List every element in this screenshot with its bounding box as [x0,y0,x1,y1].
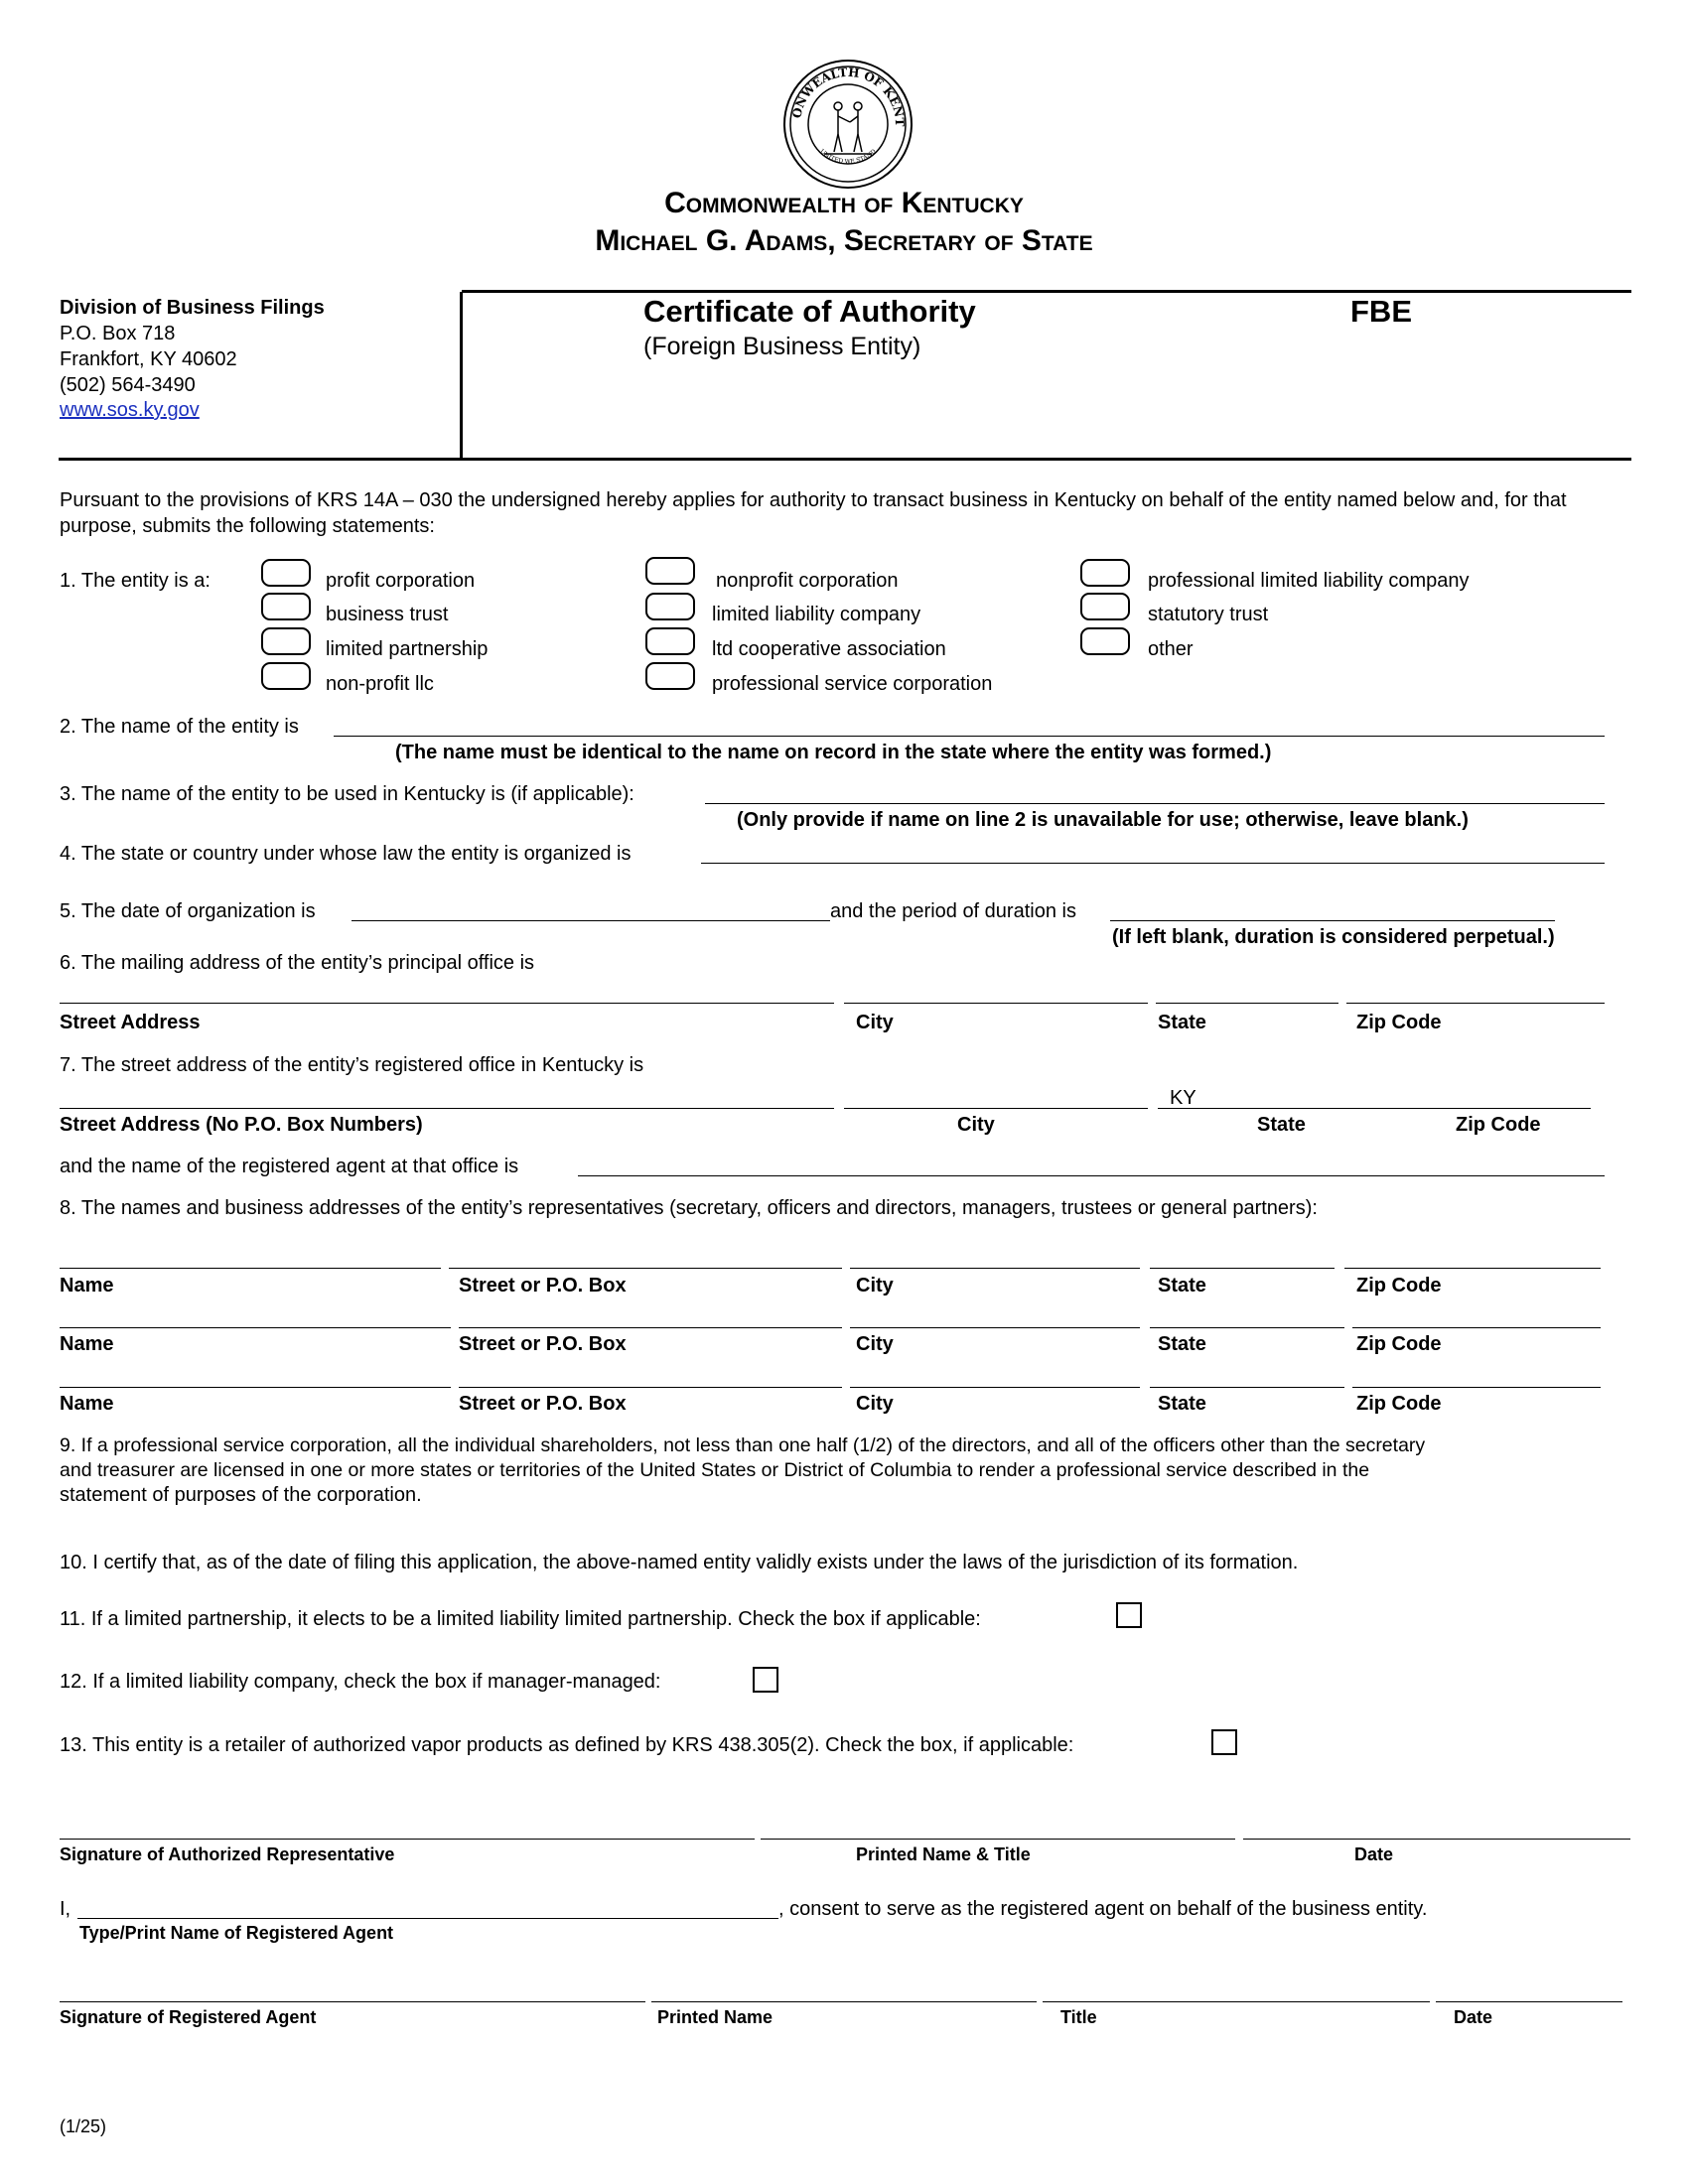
item13-text: 13. This entity is a retailer of authorized vapor products as defined by KRS 438.305(2). Check the box, if applicable: [60,1734,1074,1756]
authorized-signature-field[interactable] [60,1839,755,1840]
header-rule-top [462,290,1631,293]
state-seal [780,57,915,192]
seal-top-text: ONWEALTH OF KENT [789,65,908,127]
rep1-state-label: State [1158,1275,1206,1297]
checkbox-non-profit-llc[interactable] [261,662,311,690]
svg-text:UNITED WE STAND [818,148,877,166]
registered-zip-label: Zip Code [1456,1114,1541,1136]
agent-date-label: Date [1454,2007,1493,2027]
principal-city-field[interactable] [844,1003,1148,1004]
item3-note: (Only provide if name on line 2 is unavailable for use; otherwise, leave blank.) [737,809,1469,831]
entity-name-field[interactable] [334,736,1605,737]
item8-label: 8. The names and business addresses of the entity’s representatives (secretary, officers and directors, managers, trustees or general partners): [60,1197,1318,1219]
signature-date-field[interactable] [1243,1839,1630,1840]
option-non-profit-llc: non-profit llc [326,673,434,695]
option-nonprofit-corporation: nonprofit corporation [716,570,899,592]
rep1-state-field[interactable] [1150,1268,1335,1269]
checkbox-professional-service-corporation[interactable] [645,662,695,690]
item3-label: 3. The name of the entity to be used in Kentucky is (if applicable): [60,783,634,805]
rep2-zip-label: Zip Code [1356,1333,1442,1355]
checkbox-ltd-cooperative-association[interactable] [645,627,695,655]
signature-date-label: Date [1354,1844,1394,1864]
duration-field[interactable] [1110,920,1555,921]
principal-street-field[interactable] [60,1003,834,1004]
registered-agent-name-field[interactable] [77,1918,778,1919]
item10-text: 10. I certify that, as of the date of filing this application, the above-named entity validly exists under the laws of the jurisdiction of its formation. [60,1552,1299,1573]
item12-text: 12. If a limited liability company, check the box if manager-managed: [60,1671,661,1693]
header-rule-bottom [59,458,1631,461]
principal-state-label: State [1158,1012,1206,1033]
registered-city-field[interactable] [844,1108,1148,1109]
rep1-street-field[interactable] [449,1268,842,1269]
consent-prefix: I, [60,1898,71,1920]
checkbox-limited-liability-company[interactable] [645,593,695,620]
registered-street-label: Street Address (No P.O. Box Numbers) [60,1114,423,1136]
item5-duration-label: and the period of duration is [830,900,1076,922]
option-statutory-trust: statutory trust [1148,604,1269,625]
registered-state-label: State [1257,1114,1306,1136]
division-name: Division of Business Filings [60,297,325,319]
rep1-name-label: Name [60,1275,114,1297]
registered-agent-name-label: Type/Print Name of Registered Agent [79,1923,394,1943]
option-ltd-cooperative-association: ltd cooperative association [712,638,946,660]
header-vertical-rule [460,292,463,459]
option-professional-service-corporation: professional service corporation [712,673,993,695]
rep2-city-label: City [856,1333,894,1355]
rep1-zip-field[interactable] [1344,1268,1601,1269]
rep2-city-field[interactable] [850,1327,1140,1328]
rep2-street-field[interactable] [459,1327,842,1328]
checkbox-business-trust[interactable] [261,593,311,620]
item1-label: 1. The entity is a: [60,570,211,592]
consent-text: , consent to serve as the registered agent on behalf of the business entity. [778,1898,1428,1920]
checkbox-statutory-trust[interactable] [1080,593,1130,620]
printed-name-title-label: Printed Name & Title [856,1844,1031,1864]
rep3-street-label: Street or P.O. Box [459,1393,627,1415]
rep3-state-label: State [1158,1393,1206,1415]
item9-line1: 9. If a professional service corporation, all the individual shareholders, not less than one half (1/2) of the directors, and all of the officers other than the secretary [60,1434,1426,1456]
form-subtitle: (Foreign Business Entity) [643,333,921,360]
agent-signature-label: Signature of Registered Agent [60,2007,317,2027]
intro-text: Pursuant to the provisions of KRS 14A – 030 the undersigned hereby applies for authority to transact business in Kentucky on behalf of the entity named below and, for that purpose, submits the following statements: [60,489,1567,537]
rep1-city-field[interactable] [850,1268,1140,1269]
rep1-zip-label: Zip Code [1356,1275,1442,1297]
header-commonwealth: Commonwealth of Kentucky [664,187,1024,219]
office-phone: (502) 564-3490 [60,374,196,396]
form-version: (1/25) [60,2116,107,2136]
item7-label: 7. The street address of the entity’s registered office in Kentucky is [60,1054,644,1076]
registered-agent-label: and the name of the registered agent at that office is [60,1156,519,1177]
registered-state-value: KY [1170,1087,1196,1109]
option-professional-llc: professional limited liability company [1148,570,1470,592]
seal-bottom-text: UNITED WE STAND [818,148,878,166]
form-title: Certificate of Authority [643,294,976,329]
rep1-city-label: City [856,1275,894,1297]
item9-line2: and treasurer are licensed in one or more states or territories of the United States or District of Columbia to render a professional service described in the [60,1459,1370,1481]
rep3-zip-field[interactable] [1352,1387,1601,1388]
rep1-street-label: Street or P.O. Box [459,1275,627,1297]
rep3-city-field[interactable] [850,1387,1140,1388]
principal-city-label: City [856,1012,894,1033]
rep2-name-field[interactable] [60,1327,451,1328]
agent-title-label: Title [1060,2007,1097,2027]
item5-note: (If left blank, duration is considered perpetual.) [1112,926,1555,948]
option-profit-corporation: profit corporation [326,570,476,592]
rep3-name-field[interactable] [60,1387,451,1388]
rep3-state-field[interactable] [1150,1387,1344,1388]
item2-label: 2. The name of the entity is [60,716,299,738]
item6-label: 6. The mailing address of the entity’s principal office is [60,952,535,974]
principal-state-field[interactable] [1156,1003,1338,1004]
checkbox-nonprofit-corporation[interactable] [645,557,695,585]
option-other: other [1148,638,1194,660]
agent-printed-name-label: Printed Name [657,2007,774,2027]
rep2-street-label: Street or P.O. Box [459,1333,627,1355]
item5-label: 5. The date of organization is [60,900,316,922]
svg-text:COMMONWEALTH OF KENTUCKY [780,57,907,127]
rep3-name-label: Name [60,1393,114,1415]
agent-printed-name-field[interactable] [651,2001,1037,2002]
header-secretary: Michael G. Adams, Secretary of State [595,224,1093,257]
rep3-city-label: City [856,1393,894,1415]
item11-text: 11. If a limited partnership, it elects to be a limited liability limited partnership. Check the box if applicable: [60,1608,981,1630]
registered-state-zip-field[interactable] [1158,1108,1591,1109]
checkbox-limited-partnership[interactable] [261,627,311,655]
checkbox-professional-llc[interactable] [1080,559,1130,587]
option-limited-liability-company: limited liability company [712,604,921,625]
lllp-checkbox[interactable] [1116,1602,1142,1628]
authorized-signature-label: Signature of Authorized Representative [60,1844,395,1864]
form-code: FBE [1350,294,1412,329]
registered-city-label: City [957,1114,995,1136]
checkbox-profit-corporation[interactable] [261,559,311,587]
rep2-zip-field[interactable] [1352,1327,1601,1328]
kentucky-name-field[interactable] [705,803,1605,804]
item4-label: 4. The state or country under whose law the entity is organized is [60,843,632,865]
option-limited-partnership: limited partnership [326,638,489,660]
agent-signature-field[interactable] [60,2001,645,2002]
registered-agent-field[interactable] [578,1175,1605,1176]
rep1-name-field[interactable] [60,1268,441,1269]
printed-name-title-field[interactable] [761,1839,1235,1840]
office-city: Frankfort, KY 40602 [60,348,237,370]
option-business-trust: business trust [326,604,449,625]
agent-date-field[interactable] [1436,2001,1622,2002]
item9-line3: statement of purposes of the corporation. [60,1484,422,1506]
manager-managed-checkbox[interactable] [753,1667,778,1693]
rep2-name-label: Name [60,1333,114,1355]
rep3-zip-label: Zip Code [1356,1393,1442,1415]
principal-zip-label: Zip Code [1356,1012,1442,1033]
vapor-retailer-checkbox[interactable] [1211,1729,1237,1755]
principal-zip-field[interactable] [1346,1003,1605,1004]
organization-state-field[interactable] [701,863,1605,864]
rep3-street-field[interactable] [459,1387,842,1388]
registered-street-field[interactable] [60,1108,834,1109]
po-box: P.O. Box 718 [60,323,176,344]
rep2-state-field[interactable] [1150,1327,1344,1328]
item2-note: (The name must be identical to the name on record in the state where the entity was formed.) [395,742,1272,763]
website-link[interactable]: www.sos.ky.gov [60,399,200,421]
checkbox-other[interactable] [1080,627,1130,655]
rep2-state-label: State [1158,1333,1206,1355]
principal-street-label: Street Address [60,1012,201,1033]
agent-title-field[interactable] [1043,2001,1430,2002]
organization-date-field[interactable] [352,920,830,921]
